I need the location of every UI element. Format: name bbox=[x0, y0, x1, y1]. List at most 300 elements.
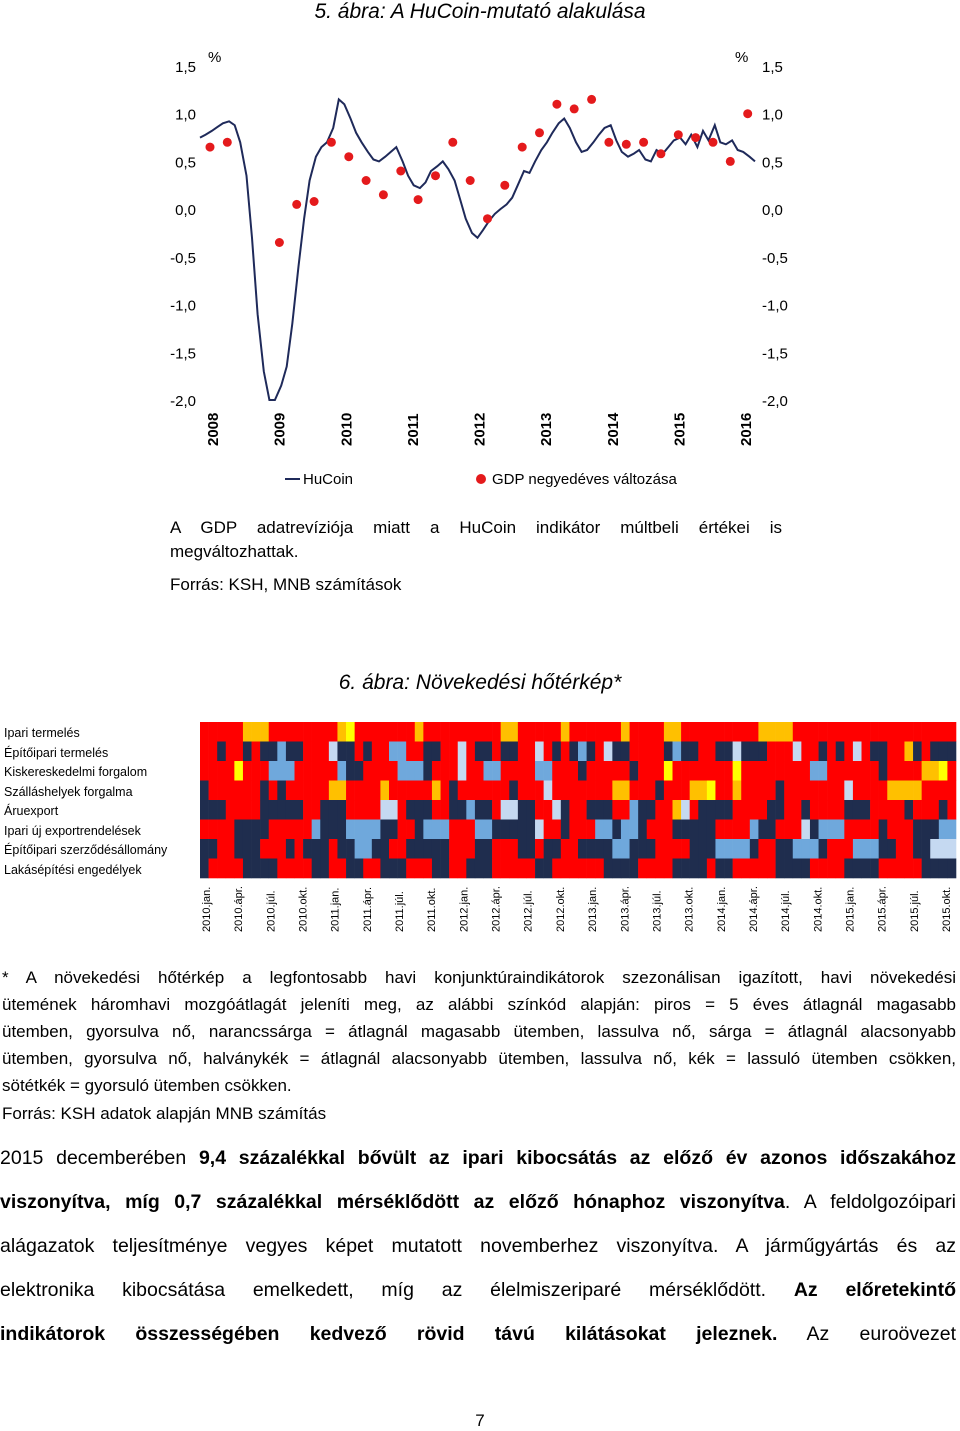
heatmap-cell bbox=[269, 800, 278, 820]
heatmap-cell bbox=[638, 800, 647, 820]
heatmap-cell bbox=[913, 742, 922, 762]
heatmap-cell bbox=[801, 742, 810, 762]
heatmap-cell bbox=[501, 800, 510, 820]
heatmap-cell bbox=[947, 781, 956, 801]
heatmap-cell bbox=[767, 859, 776, 879]
heatmap-cell bbox=[776, 800, 785, 820]
heatmap-cell bbox=[226, 742, 235, 762]
heatmap-cell bbox=[741, 761, 750, 781]
heatmap-cell bbox=[853, 839, 862, 859]
heatmap-cell bbox=[449, 722, 458, 742]
heatmap-cell bbox=[295, 839, 304, 859]
heatmap-cell bbox=[209, 722, 218, 742]
heatmap-cell bbox=[862, 859, 871, 879]
heatmap-cell bbox=[793, 742, 802, 762]
heatmap-cell bbox=[423, 800, 432, 820]
heatmap-cell bbox=[655, 742, 664, 762]
heatmap-cell bbox=[793, 761, 802, 781]
heatmap-cell bbox=[844, 781, 853, 801]
heatmap-cell bbox=[690, 742, 699, 762]
heatmap-cell bbox=[252, 722, 261, 742]
heatmap-cell bbox=[681, 820, 690, 840]
heatmap-x-label: 2014.jan. bbox=[715, 886, 728, 932]
heatmap-cell bbox=[655, 800, 664, 820]
heatmap-cell bbox=[784, 800, 793, 820]
heatmap-cell bbox=[535, 742, 544, 762]
heatmap-cell bbox=[260, 742, 269, 762]
body-text-span: Az euroövezet bbox=[777, 1323, 956, 1345]
heatmap-cell bbox=[286, 859, 295, 879]
heatmap-cell bbox=[329, 820, 338, 840]
heatmap-cell bbox=[406, 839, 415, 859]
heatmap-cell bbox=[363, 742, 372, 762]
heatmap-cell bbox=[707, 800, 716, 820]
heatmap-cell bbox=[930, 761, 939, 781]
heatmap-cell bbox=[432, 820, 441, 840]
heatmap-x-label: 2011.júl. bbox=[394, 891, 407, 932]
heatmap-cell bbox=[372, 859, 381, 879]
heatmap-cell bbox=[853, 761, 862, 781]
heatmap-cell bbox=[776, 761, 785, 781]
heatmap-cell bbox=[415, 859, 424, 879]
heatmap-cell bbox=[630, 761, 639, 781]
heatmap-cell bbox=[423, 839, 432, 859]
heatmap-cell bbox=[286, 820, 295, 840]
heatmap-cell bbox=[484, 839, 493, 859]
heatmap-cell bbox=[535, 859, 544, 879]
heatmap-cell bbox=[819, 800, 828, 820]
heatmap-cell bbox=[604, 820, 613, 840]
heatmap-cell bbox=[406, 761, 415, 781]
heatmap-cell bbox=[750, 761, 759, 781]
heatmap-cell bbox=[612, 781, 621, 801]
heatmap-cell bbox=[458, 781, 467, 801]
heatmap-cell bbox=[767, 742, 776, 762]
heatmap-cell bbox=[501, 781, 510, 801]
heatmap-cell bbox=[870, 761, 879, 781]
heatmap-cell bbox=[922, 820, 931, 840]
heatmap-cell bbox=[698, 781, 707, 801]
heatmap-x-label: 2014.ápr. bbox=[747, 886, 760, 932]
heatmap-cell bbox=[810, 781, 819, 801]
heatmap-cell bbox=[836, 820, 845, 840]
heatmap-cell bbox=[372, 800, 381, 820]
heatmap-cell bbox=[569, 859, 578, 879]
heatmap-cell bbox=[870, 820, 879, 840]
heatmap-cell bbox=[389, 820, 398, 840]
heatmap-cell bbox=[415, 761, 424, 781]
heatmap-cell bbox=[612, 742, 621, 762]
heatmap-cell bbox=[758, 722, 767, 742]
heatmap-cell bbox=[312, 742, 321, 762]
heatmap-cell bbox=[406, 781, 415, 801]
heatmap-cell bbox=[243, 722, 252, 742]
heatmap-cell bbox=[647, 820, 656, 840]
heatmap-cell bbox=[286, 761, 295, 781]
heatmap-cell bbox=[544, 820, 553, 840]
heatmap-cell bbox=[595, 839, 604, 859]
heatmap-cell bbox=[930, 742, 939, 762]
heatmap-cell bbox=[673, 742, 682, 762]
heatmap-cell bbox=[587, 800, 596, 820]
footnote-line: ütemének háromhavi mozgóátlagát jeleníti meg, az alábbi színkód alapján: piros = 5 éves átlagnál magasabb bbox=[2, 995, 956, 1014]
heatmap-cell bbox=[853, 859, 862, 879]
heatmap-cell bbox=[870, 742, 879, 762]
heatmap-cell bbox=[913, 800, 922, 820]
heatmap-cell bbox=[398, 722, 407, 742]
heatmap-cell bbox=[879, 781, 888, 801]
heatmap-cell bbox=[595, 761, 604, 781]
heatmap-cell bbox=[698, 761, 707, 781]
heatmap-cell bbox=[389, 781, 398, 801]
heatmap-cell bbox=[681, 742, 690, 762]
heatmap-cell bbox=[380, 839, 389, 859]
heatmap-cell bbox=[879, 859, 888, 879]
heatmap-x-label: 2013.júl. bbox=[651, 890, 664, 932]
heatmap-cell bbox=[836, 761, 845, 781]
heatmap-cell bbox=[664, 839, 673, 859]
heatmap-cell bbox=[346, 781, 355, 801]
heatmap-cell bbox=[277, 722, 286, 742]
heatmap-cell bbox=[681, 859, 690, 879]
heatmap-cell bbox=[587, 781, 596, 801]
heatmap-x-label: 2015.jan. bbox=[844, 886, 857, 932]
heatmap-cell bbox=[587, 839, 596, 859]
heatmap-cell bbox=[492, 820, 501, 840]
heatmap-cell bbox=[793, 800, 802, 820]
heatmap-cell bbox=[724, 800, 733, 820]
heatmap-cell bbox=[578, 859, 587, 879]
heatmap-cell bbox=[509, 839, 518, 859]
heatmap-cell bbox=[209, 781, 218, 801]
heatmap-cell bbox=[217, 742, 226, 762]
heatmap-cell bbox=[277, 742, 286, 762]
heatmap-cell bbox=[733, 859, 742, 879]
heatmap-cell bbox=[423, 859, 432, 879]
heatmap-cell bbox=[226, 859, 235, 879]
heatmap-cell bbox=[226, 820, 235, 840]
heatmap-x-label: 2013.ápr. bbox=[619, 886, 632, 932]
heatmap-cell bbox=[312, 781, 321, 801]
heatmap-cell bbox=[827, 839, 836, 859]
heatmap-cell bbox=[432, 722, 441, 742]
heatmap-cell bbox=[930, 800, 939, 820]
heatmap-x-label: 2013.jan. bbox=[587, 886, 600, 932]
heatmap-cell bbox=[578, 781, 587, 801]
heatmap-cell bbox=[578, 839, 587, 859]
heatmap-cell bbox=[355, 839, 364, 859]
heatmap-cell bbox=[320, 800, 329, 820]
heatmap-cell bbox=[630, 859, 639, 879]
heatmap-cell bbox=[492, 761, 501, 781]
heatmap-cell bbox=[604, 722, 613, 742]
heatmap-cell bbox=[853, 722, 862, 742]
heatmap-cell bbox=[209, 761, 218, 781]
x-year-label: 2010 bbox=[338, 412, 356, 446]
heatmap-cell bbox=[406, 859, 415, 879]
heatmap-cell bbox=[612, 722, 621, 742]
heatmap-cell bbox=[200, 839, 209, 859]
heatmap-cell bbox=[269, 722, 278, 742]
heatmap-cell bbox=[673, 781, 682, 801]
heatmap-cell bbox=[372, 839, 381, 859]
heatmap-cell bbox=[509, 761, 518, 781]
heatmap-cell bbox=[784, 761, 793, 781]
heatmap-cell bbox=[200, 722, 209, 742]
heatmap-cell bbox=[277, 800, 286, 820]
heatmap-cell bbox=[836, 839, 845, 859]
y-tick-label-right: -1,5 bbox=[762, 345, 788, 363]
heatmap-cell bbox=[647, 859, 656, 879]
heatmap-cell bbox=[380, 820, 389, 840]
footnote-line: ütemben, gyorsulva nő, halványkék = átlagnál alacsonyabb ütemben, lassulva nő, kék = lassuló ütemben csökken, bbox=[2, 1049, 956, 1068]
heatmap-cell bbox=[320, 859, 329, 879]
heatmap-cell bbox=[810, 761, 819, 781]
heatmap-cell bbox=[252, 839, 261, 859]
heatmap-cell bbox=[707, 781, 716, 801]
heatmap-cell bbox=[415, 820, 424, 840]
heatmap-cell bbox=[269, 761, 278, 781]
heatmap-row-label: Lakásépítési engedélyek bbox=[4, 862, 142, 877]
heatmap-cell bbox=[380, 742, 389, 762]
heatmap-cell bbox=[862, 800, 871, 820]
heatmap-cell bbox=[329, 742, 338, 762]
heatmap-cell bbox=[484, 761, 493, 781]
y-tick-label-left: 0,0 bbox=[175, 202, 196, 220]
heatmap-cell bbox=[501, 742, 510, 762]
heatmap-cell bbox=[398, 839, 407, 859]
heatmap-cell bbox=[741, 820, 750, 840]
y-tick-label-right: 1,0 bbox=[762, 106, 783, 124]
heatmap-cell bbox=[303, 761, 312, 781]
heatmap-cell bbox=[355, 761, 364, 781]
heatmap-cell bbox=[664, 781, 673, 801]
heatmap-cell bbox=[234, 722, 243, 742]
heatmap-cell bbox=[930, 859, 939, 879]
heatmap-cell bbox=[303, 839, 312, 859]
heatmap-cell bbox=[750, 839, 759, 859]
heatmap-cell bbox=[484, 742, 493, 762]
heatmap-cell bbox=[733, 781, 742, 801]
heatmap-cell bbox=[337, 742, 346, 762]
heatmap-row-label: Építőipari szerződésállomány bbox=[4, 843, 168, 857]
heatmap-cell bbox=[630, 839, 639, 859]
heatmap-cell bbox=[269, 742, 278, 762]
heatmap-cell bbox=[673, 800, 682, 820]
heatmap-cell bbox=[879, 800, 888, 820]
heatmap-cell bbox=[913, 781, 922, 801]
heatmap-cell bbox=[423, 742, 432, 762]
heatmap-cell bbox=[922, 781, 931, 801]
heatmap-cell bbox=[355, 820, 364, 840]
heatmap-cell bbox=[337, 859, 346, 879]
heatmap-cell bbox=[930, 820, 939, 840]
heatmap-cell bbox=[295, 761, 304, 781]
heatmap-cell bbox=[681, 781, 690, 801]
heatmap-cell bbox=[887, 722, 896, 742]
footnote-line: * A növekedési hőtérkép a legfontosabb havi konjunktúraindikátorok szezonálisan igazított, havi növekedési bbox=[2, 968, 956, 987]
heatmap-cell bbox=[664, 800, 673, 820]
heatmap-cell bbox=[277, 781, 286, 801]
heatmap-cell bbox=[698, 859, 707, 879]
heatmap-cell bbox=[922, 800, 931, 820]
heatmap-cell bbox=[604, 781, 613, 801]
heatmap-cell bbox=[707, 820, 716, 840]
heatmap-cell bbox=[784, 839, 793, 859]
heatmap-cell bbox=[561, 859, 570, 879]
heatmap-cell bbox=[733, 761, 742, 781]
heatmap-cell bbox=[767, 781, 776, 801]
y-tick-label-right: -1,0 bbox=[762, 297, 788, 315]
heatmap-cell bbox=[939, 742, 948, 762]
heatmap-cell bbox=[295, 859, 304, 879]
heatmap-cell bbox=[724, 781, 733, 801]
heatmap-cell bbox=[621, 722, 630, 742]
heatmap-cell bbox=[406, 800, 415, 820]
heatmap-cell bbox=[673, 761, 682, 781]
heatmap-cell bbox=[509, 722, 518, 742]
body-text-bold: 9,4 százalékkal bővült az ipari kibocsátás az előző év azonos időszakához bbox=[198, 1147, 956, 1169]
heatmap-cell bbox=[655, 859, 664, 879]
heatmap-cell bbox=[320, 820, 329, 840]
heatmap-cell bbox=[569, 781, 578, 801]
body-line-3: alágazatok teljesítménye vegyes képet mutatott novemberhez viszonyítva. A járműgyártás és az bbox=[0, 1235, 956, 1257]
x-year-label: 2013 bbox=[538, 412, 556, 446]
heatmap-x-label: 2010.jan. bbox=[201, 886, 213, 932]
heatmap-x-label: 2010.júl. bbox=[265, 890, 278, 932]
heatmap-cell bbox=[441, 742, 450, 762]
heatmap-x-label: 2011.okt. bbox=[426, 887, 439, 932]
heatmap-cell bbox=[337, 839, 346, 859]
heatmap-cell bbox=[312, 722, 321, 742]
heatmap-cell bbox=[329, 761, 338, 781]
heatmap-cell bbox=[793, 839, 802, 859]
heatmap-cell bbox=[750, 800, 759, 820]
heatmap-cell bbox=[655, 722, 664, 742]
heatmap-cell bbox=[664, 859, 673, 879]
x-year-label: 2009 bbox=[271, 412, 289, 446]
heatmap-cell bbox=[896, 839, 905, 859]
heatmap-cell bbox=[664, 820, 673, 840]
footnote-line: ütemben, gyorsulva nő, narancssárga = átlagnál magasabb ütemben, lassulva nő, sárga = átlagnál alacsonyabb bbox=[2, 1022, 956, 1041]
heatmap-cell bbox=[715, 820, 724, 840]
heatmap-cell bbox=[922, 859, 931, 879]
heatmap-cell bbox=[544, 800, 553, 820]
body-text-bold: indikátorok összességében kedvező rövid távú kilátásokat jeleznek. bbox=[0, 1323, 778, 1345]
heatmap-cell bbox=[398, 761, 407, 781]
heatmap-cell bbox=[312, 761, 321, 781]
heatmap-row-label: Ipari termelés bbox=[4, 726, 80, 740]
heatmap-cell bbox=[277, 820, 286, 840]
heatmap-cell bbox=[913, 859, 922, 879]
heatmap-cell bbox=[269, 859, 278, 879]
heatmap-cell bbox=[604, 859, 613, 879]
heatmap-cell bbox=[217, 800, 226, 820]
x-year-label: 2016 bbox=[738, 412, 755, 446]
heatmap-cell bbox=[922, 761, 931, 781]
heatmap-cell bbox=[621, 761, 630, 781]
heatmap-cell bbox=[449, 761, 458, 781]
heatmap-cell bbox=[243, 742, 252, 762]
heatmap-cell bbox=[647, 742, 656, 762]
heatmap-cell bbox=[819, 859, 828, 879]
heatmap-cell bbox=[484, 722, 493, 742]
heatmap-cell bbox=[638, 742, 647, 762]
heatmap-cell bbox=[217, 859, 226, 879]
y-tick-label-left: -1,5 bbox=[170, 345, 196, 363]
heatmap-cell bbox=[904, 722, 913, 742]
heatmap-cell bbox=[363, 839, 372, 859]
heatmap-cell bbox=[398, 820, 407, 840]
heatmap-cell bbox=[466, 742, 475, 762]
heatmap-cell bbox=[904, 761, 913, 781]
heatmap-cell bbox=[286, 781, 295, 801]
heatmap-cell bbox=[389, 839, 398, 859]
heatmap-cell bbox=[810, 839, 819, 859]
heatmap-cell bbox=[260, 761, 269, 781]
y-tick-label-right: 1,5 bbox=[762, 59, 783, 76]
heatmap-cell bbox=[595, 781, 604, 801]
heatmap-cell bbox=[492, 722, 501, 742]
heatmap-row-label: Kiskereskedelmi forgalom bbox=[4, 765, 148, 779]
heatmap-cell bbox=[526, 800, 535, 820]
heatmap-cell bbox=[441, 800, 450, 820]
heatmap-cell bbox=[295, 800, 304, 820]
heatmap-cell bbox=[655, 761, 664, 781]
heatmap-cell bbox=[621, 742, 630, 762]
heatmap-cell bbox=[690, 800, 699, 820]
heatmap-cell bbox=[501, 820, 510, 840]
heatmap-cell bbox=[441, 722, 450, 742]
heatmap-cell bbox=[252, 742, 261, 762]
heatmap-cell bbox=[320, 722, 329, 742]
heatmap-cell bbox=[380, 781, 389, 801]
heatmap-cell bbox=[733, 820, 742, 840]
heatmap-cell bbox=[432, 781, 441, 801]
heatmap-cell bbox=[329, 800, 338, 820]
heatmap-cell bbox=[363, 859, 372, 879]
heatmap-cell bbox=[346, 859, 355, 879]
heatmap-cell bbox=[535, 839, 544, 859]
heatmap-cell bbox=[776, 820, 785, 840]
heatmap-cell bbox=[844, 859, 853, 879]
heatmap-cell bbox=[303, 820, 312, 840]
heatmap-cell bbox=[904, 820, 913, 840]
heatmap-cell bbox=[466, 839, 475, 859]
heatmap-cell bbox=[423, 722, 432, 742]
heatmap-cell bbox=[398, 800, 407, 820]
heatmap-cell bbox=[767, 839, 776, 859]
heatmap-cell bbox=[887, 820, 896, 840]
heatmap-cell bbox=[234, 781, 243, 801]
heatmap-cell bbox=[922, 839, 931, 859]
heatmap-cell bbox=[243, 781, 252, 801]
heatmap-x-label: 2015.ápr. bbox=[876, 886, 889, 932]
heatmap-cell bbox=[913, 820, 922, 840]
heatmap-cell bbox=[269, 839, 278, 859]
heatmap-cell bbox=[896, 820, 905, 840]
heatmap-cell bbox=[492, 781, 501, 801]
heatmap-cell bbox=[939, 761, 948, 781]
heatmap-cell bbox=[398, 742, 407, 762]
heatmap-cell bbox=[853, 742, 862, 762]
heatmap-cell bbox=[870, 781, 879, 801]
heatmap-cell bbox=[406, 722, 415, 742]
heatmap-cell bbox=[913, 839, 922, 859]
heatmap-cell bbox=[389, 742, 398, 762]
heatmap-cell bbox=[776, 781, 785, 801]
heatmap-cell bbox=[793, 820, 802, 840]
